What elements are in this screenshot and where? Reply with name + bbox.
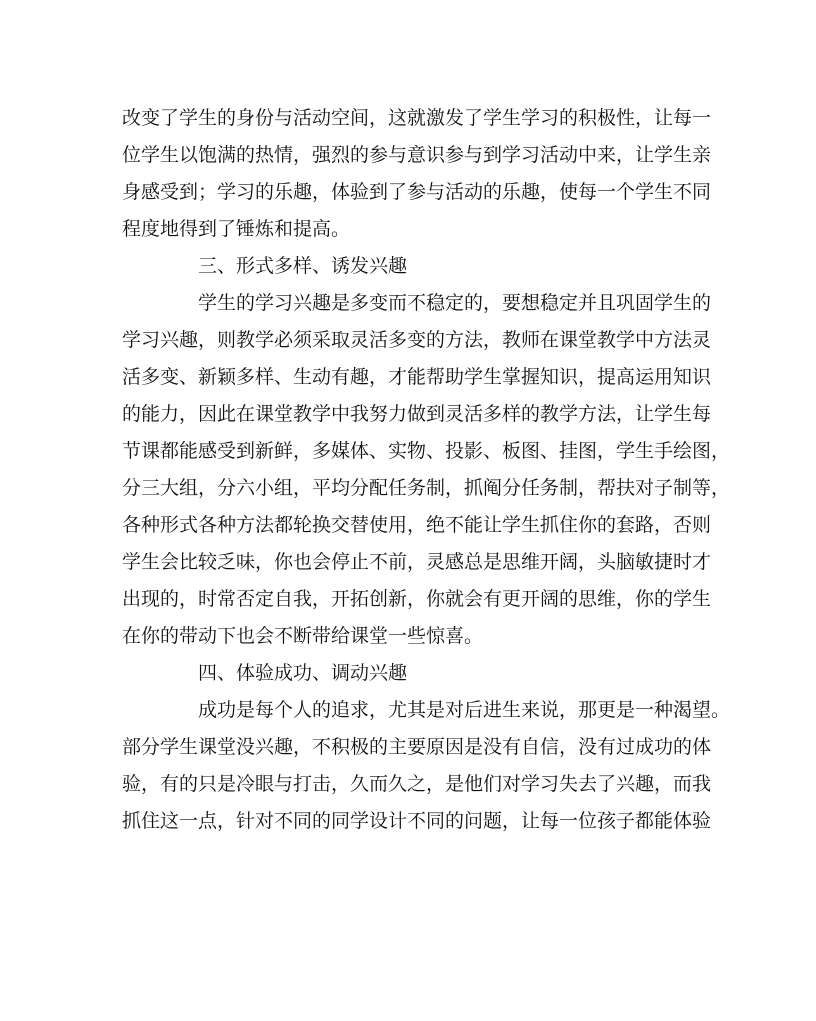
text-line: 分三大组，分六小组，平均分配任务制，抓阄分任务制，帮扶对子制等， — [122, 477, 731, 499]
text-line: 抓住这一点，针对不同的同学设计不同的问题，让每一位孩子都能体验 — [122, 810, 712, 832]
text-line: 出现的，时常否定自我，开拓创新，你就会有更开阔的思维，你的学生 — [122, 588, 712, 610]
text-line: 验，有的只是冷眼与打击，久而久之，是他们对学习失去了兴趣，而我 — [122, 773, 712, 795]
section-heading-3: 三、形式多样、诱发兴趣 — [198, 255, 408, 277]
section-heading-4: 四、体验成功、调动兴趣 — [198, 662, 408, 684]
text-line: 学生的学习兴趣是多变而不稳定的，要想稳定并且巩固学生的 — [198, 292, 712, 314]
text-line: 在你的带动下也会不断带给课堂一些惊喜。 — [122, 625, 484, 647]
text-line: 各种形式各种方法都轮换交替使用，绝不能让学生抓住你的套路，否则 — [122, 514, 712, 536]
paragraph-1 — [122, 100, 712, 248]
text-line: 部分学生课堂没兴趣，不积极的主要原因是没有自信，没有过成功的体 — [122, 736, 712, 758]
text-line: 节课都能感受到新鲜，多媒体、实物、投影、板图、挂图，学生手绘图， — [122, 440, 731, 462]
text-line: 身感受到；学习的乐趣，体验到了参与活动的乐趣，使每一个学生不同 — [122, 181, 712, 203]
paragraph-2 — [122, 285, 731, 655]
text-line: 成功是每个人的追求，尤其是对后进生来说，那更是一种渴望。 — [198, 699, 731, 721]
text-line: 学习兴趣，则教学必须采取灵活多变的方法，教师在课堂教学中方法灵 — [122, 329, 712, 351]
text-line: 位学生以饱满的热情，强烈的参与意识参与到学习活动中来，让学生亲 — [122, 144, 712, 166]
text-line: 的能力，因此在课堂教学中我努力做到灵活多样的教学方法，让学生每 — [122, 403, 712, 425]
text-line: 活多变、新颖多样、生动有趣，才能帮助学生掌握知识，提高运用知识 — [122, 366, 712, 388]
text-line: 改变了学生的身份与活动空间，这就激发了学生学习的积极性，让每一 — [122, 107, 712, 129]
document-body — [122, 100, 731, 840]
paragraph-3 — [122, 692, 731, 840]
text-line: 学生会比较乏味，你也会停止不前，灵感总是思维开阔，头脑敏捷时才 — [122, 551, 712, 573]
text-line: 程度地得到了锤炼和提高。 — [122, 218, 351, 240]
